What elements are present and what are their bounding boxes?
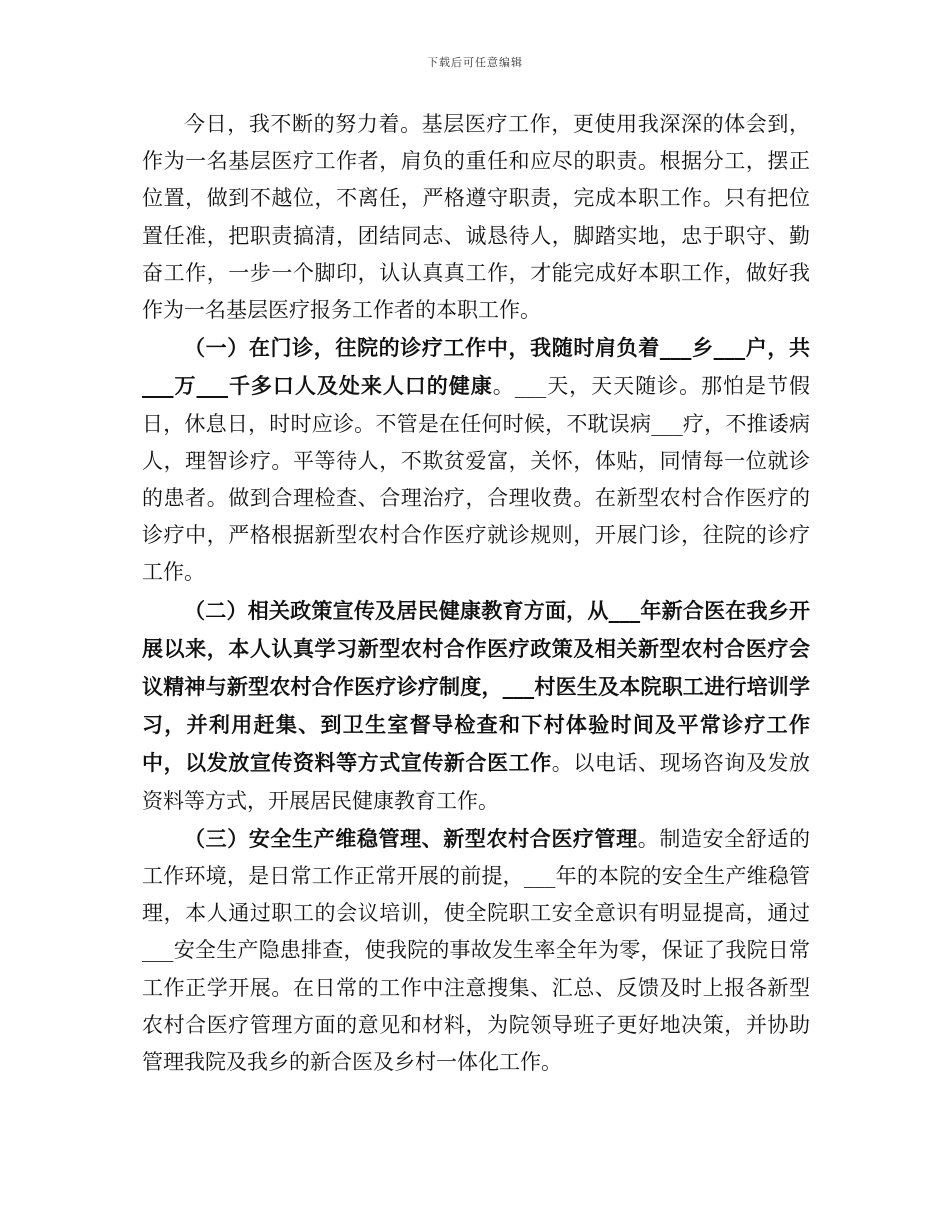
- document-body: [142, 105, 810, 1081]
- paragraph-section-2: [142, 592, 810, 820]
- page-header: 下载后可任意编辑: [427, 56, 523, 69]
- section-2-text: 。以电话、现场咨询及发放资料等方式，开展居民健康教育工作。: [142, 751, 810, 813]
- section-2-heading: （二）相关政策宣传及居民健康教育方面，从___年新合医在我乡开展以来，本人认真学习新型农村合作医疗政策及相关新型农村合医疗会议精神与新型农村合作医疗诊疗制度，___村医生及本院职工进行培训学习，并利用赶集、到卫生室督导检查和下村体验时间及平常诊疗工作中，以发放宣传资料等方式宣传新合医工作: [142, 597, 810, 776]
- section-3-heading: （三）安全生产维稳管理、新型农村合医疗管理: [184, 825, 638, 851]
- section-3-text: 。制造安全舒适的工作环境，是日常工作正常开展的前提，___年的本院的安全生产维稳管理，本人通过职工的会议培训，使全院职工安全意识有明显提高，通过___安全生产隐患排查，使我院的事故发生率全年为零，保证了我院日常工作正学开展。在日常的工作中注意搜集、汇总、反馈及时上报各新型农村合医疗管理方面的意见和材料，为院领导班子更好地决策，并协助管理我院及我乡的新合医及乡村一体化工作。: [142, 826, 810, 1075]
- paragraph-intro: [142, 105, 810, 329]
- paragraph-intro-text: 今日，我不断的努力着。基层医疗工作，更使用我深深的体会到，作为一名基层医疗工作者，肩负的重任和应尽的职责。根据分工，摆正位置，做到不越位，不离任，严格遵守职责，完成本职工作。只有把位置任准，把职责搞清，团结同志、诚恳待人，脚踏实地，忠于职守、勤奋工作，一步一个脚印，认认真真工作，才能完成好本职工作，做好我作为一名基层医疗报务工作者的本职工作。: [142, 112, 810, 323]
- section-1-text: 。___天，天天随诊。那怕是节假日，休息日，时时应诊。不管是在任何时候，不耽误病___疗，不推诿病人，理智诊疗。平等待人，不欺贫爱富，关怀，体贴，同情每一位就诊的患者。做到合理检查、合理治疗，合理收费。在新型农村合作医疗的诊疗中，严格根据新型农村合作医疗就诊规则，开展门诊，往院的诊疗工作。: [142, 374, 811, 585]
- section-1-heading: （一）在门诊，往院的诊疗工作中，我随时肩负着___乡___户，共___万___千多口人及处来人口的健康: [142, 335, 810, 399]
- paragraph-section-1: [142, 329, 810, 591]
- paragraph-section-3: [142, 820, 810, 1081]
